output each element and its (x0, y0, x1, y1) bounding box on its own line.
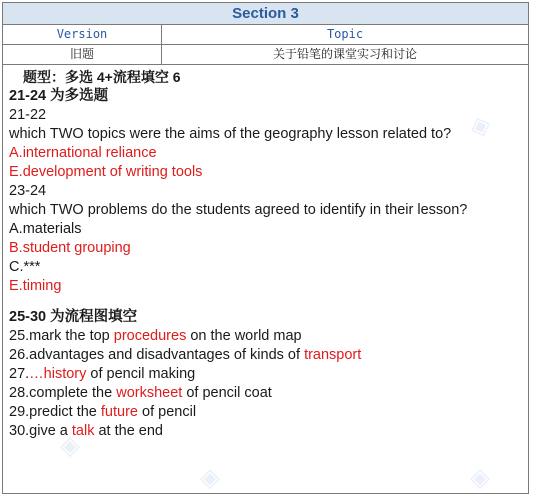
flow-item-text: 25.mark the top (9, 328, 114, 344)
flow-item-text: 30.give a (9, 423, 72, 439)
flow-item-text: 27. (9, 366, 30, 382)
flow-item-text: of pencil making (86, 366, 196, 382)
flow-item-answer: transport (304, 347, 362, 363)
q23-24-option: C.*** (9, 259, 41, 275)
flow-item-answer: …history (29, 366, 87, 382)
q21-22-text: which TWO topics were the aims of the geography lesson related to? (9, 126, 452, 142)
q23-24-text: which TWO problems do the students agreed to identify in their lesson? (9, 202, 468, 218)
q23-24-number: 23-24 (9, 183, 47, 199)
flow-item-answer: procedures (113, 328, 187, 344)
flow-item (9, 346, 528, 365)
flow-item-text: 28.complete the (9, 385, 117, 401)
flow-item (9, 327, 528, 346)
topic-value: 关于铅笔的课堂实习和讨论 (272, 47, 417, 61)
document-card (2, 2, 529, 494)
content-body (3, 65, 528, 441)
flow-item-answer: future (100, 404, 138, 420)
flow-item-text: of pencil (138, 404, 197, 420)
version-header: Version (3, 25, 162, 44)
flow-item-answer: worksheet (116, 385, 183, 401)
flow-list (9, 327, 528, 441)
section-title: Section 3 (3, 3, 528, 25)
q21-22-answer-2: E.development of writing tools (9, 164, 203, 180)
flow-item-text: on the world map (186, 328, 302, 344)
flow-item (9, 384, 528, 403)
q23-24-options (9, 220, 528, 296)
header-row (3, 25, 528, 45)
part2-title: 25-30 为流程图填空 (9, 309, 138, 325)
flow-item (9, 403, 528, 422)
flow-item-text: at the end (94, 423, 163, 439)
watermark-logo: ◈ (200, 462, 220, 492)
watermark-logo: ◈ (60, 430, 80, 460)
flow-item-answer: talk (71, 423, 95, 439)
version-value: 旧题 (3, 45, 162, 64)
q23-24-option: B.student grouping (9, 240, 131, 256)
flow-item-text: 26.advantages and disadvantages of kinds of (9, 347, 305, 363)
flow-item (9, 365, 528, 384)
value-row (3, 45, 528, 65)
watermark-logo: ◈ (465, 107, 495, 143)
q23-24-option: A.materials (9, 221, 82, 237)
flow-item-text: 29.predict the (9, 404, 101, 420)
flow-item-text: of pencil coat (182, 385, 272, 401)
q21-22-number: 21-22 (9, 107, 47, 123)
part1-title: 21-24 为多选题 (9, 88, 109, 104)
question-type: 题型：多选 4+流程填空 6 (23, 69, 181, 85)
q23-24-option: E.timing (9, 278, 62, 294)
q21-22-answer-1: A.international reliance (9, 145, 157, 161)
watermark-logo: ◈ (470, 462, 490, 492)
topic-header: Topic (326, 27, 364, 41)
spacer (9, 296, 528, 308)
flow-item (9, 422, 528, 441)
